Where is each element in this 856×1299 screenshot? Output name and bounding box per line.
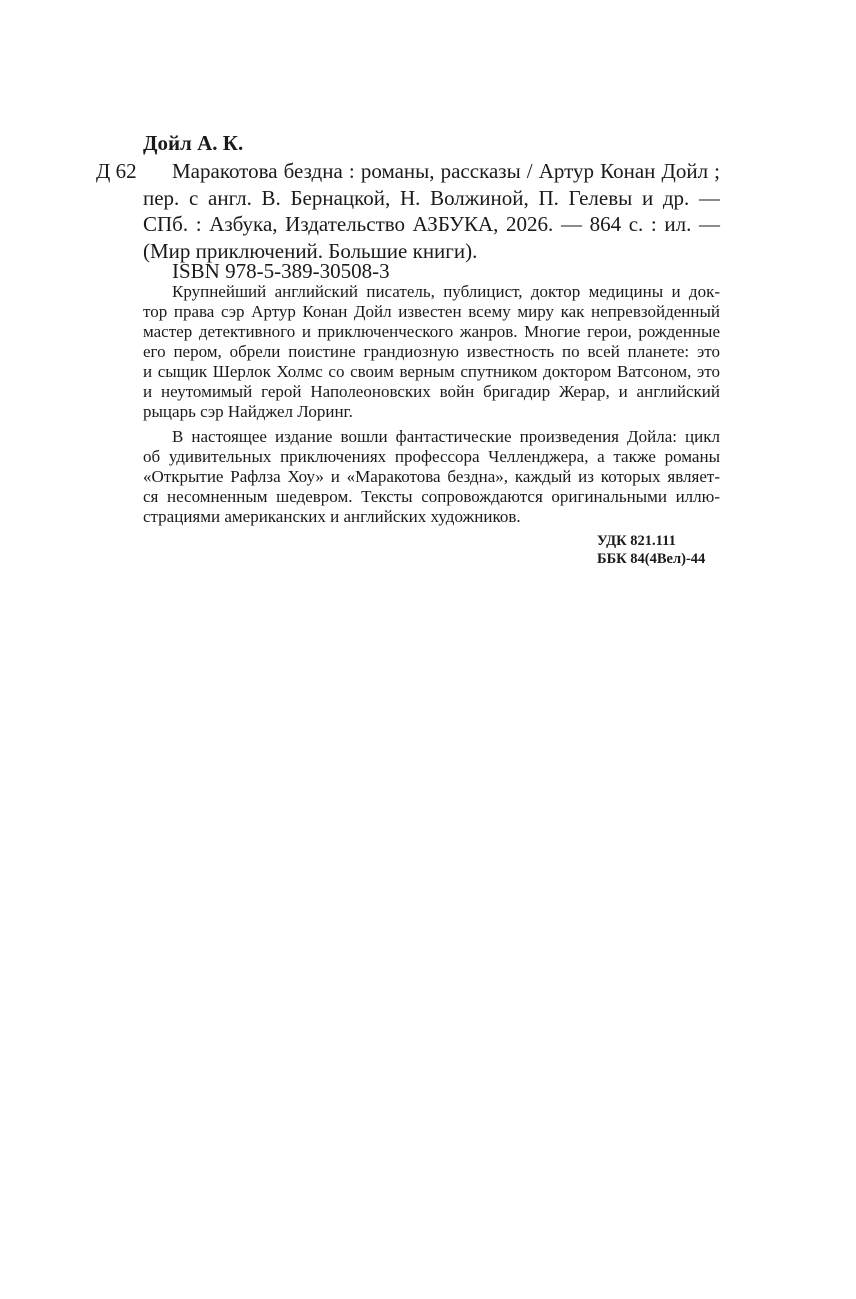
annotation-line: и неутомимый герой Наполеоновских войн бригадир Жерар, и английский — [143, 382, 720, 401]
biblio-line: (Мир приключений. Большие книги). — [143, 238, 478, 263]
author-heading: Дойл А. К. — [143, 131, 244, 155]
annotation-line: В настоящее издание вошли фантастические произведения Дойла: цикл — [172, 427, 720, 446]
udk-index: УДК 821.111 — [597, 533, 676, 549]
annotation-line: страциями американских и английских художников. — [143, 507, 521, 526]
annotation-line: рыцарь сэр Найджел Лоринг. — [143, 402, 353, 421]
annotation-text — [143, 282, 720, 527]
author-sign-code: Д 62 — [96, 159, 137, 183]
annotation-line: мастер детективного и приключенческого жанров. Многие герои, рожденные — [143, 322, 720, 341]
biblio-line: СПб. : Азбука, Издательство АЗБУКА, 2026. — 864 с. : ил. — — [143, 212, 720, 236]
annotation-line: и сыщик Шерлок Холмс со своим верным спутником доктором Ватсоном, это — [143, 362, 720, 381]
annotation-line: «Открытие Рафлза Хоу» и «Маракотова бездна», каждый из которых являет- — [143, 467, 720, 486]
biblio-line: Маракотова бездна : романы, рассказы / Артур Конан Дойл ; — [172, 159, 720, 183]
classification-block — [597, 532, 705, 568]
bibliographic-description — [143, 158, 720, 264]
annotation-line: Крупнейший английский писатель, публицист, доктор медицины и док- — [172, 282, 720, 301]
bbk-index: ББК 84(4Вел)-44 — [597, 551, 706, 567]
annotation-line: об удивительных приключениях профессора Челленджера, а также романы — [143, 447, 720, 466]
annotation-line: его пером, обрели поистине грандиозную известность по всей планете: это — [143, 342, 720, 361]
annotation-line: ся несомненным шедевром. Тексты сопровождаются оригинальными иллю- — [143, 487, 720, 506]
annotation-line: тор права сэр Артур Конан Дойл известен всему миру как непревзойденный — [143, 302, 720, 321]
biblio-line: пер. с англ. В. Бернацкой, Н. Волжиной, П. Гелевы и др. — — [143, 185, 720, 210]
isbn-line: ISBN 978-5-389-30508-3 — [172, 259, 390, 283]
